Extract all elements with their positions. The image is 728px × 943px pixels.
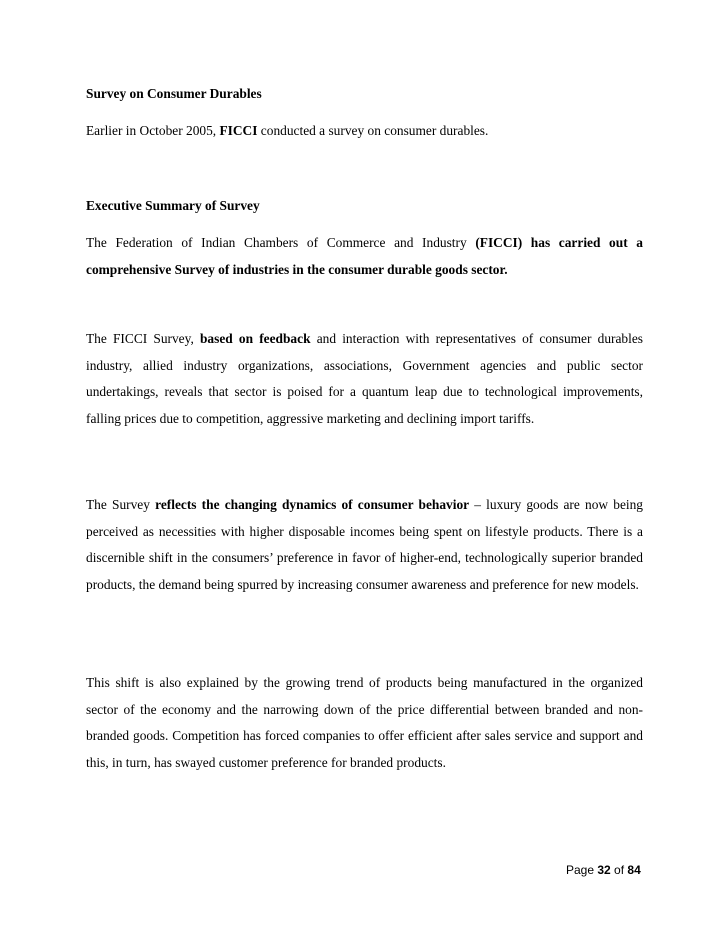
paragraph-ficci-survey: [86, 326, 643, 432]
intro-paragraph: [86, 118, 643, 145]
paragraph-consumer-behavior-bold: reflects the changing dynamics of consumer behavior: [155, 497, 470, 512]
paragraph-shift: This shift is also explained by the growing trend of products being manufactured in the organized sector of the economy and the narrowing down of the price differential between branded and non-branded goods. Competition has forced companies to offer efficient after sales service and support and this, in turn, has swayed customer preference for branded products.: [86, 675, 643, 770]
paragraph-consumer-behavior-rest: – luxury goods are now being perceived as necessities with higher disposable incomes being spent on lifestyle products. There is a discernible shift in the consumers’ preference in favor of higher-end, technologically superior branded products, the demand being spurred by increasing consumer awareness and preference for new models.: [86, 497, 643, 592]
paragraph-ficci-survey-rest: and interaction with representatives of consumer durables industry, allied industry organizations, associations, Government agencies and public sector undertakings, reveals that sector is poised for a quantum leap due to technological improvements, falling prices due to competition, aggressive marketing and declining import tariffs.: [86, 331, 643, 426]
paragraph-federation-text: The Federation of Indian Chambers of Commerce and Industry: [86, 235, 476, 250]
page-label: Page: [566, 863, 598, 877]
paragraph-consumer-behavior: [86, 492, 643, 598]
page-number-footer: [566, 862, 641, 878]
current-page-number: 32: [597, 863, 611, 877]
intro-text: Earlier in October 2005,: [86, 123, 220, 138]
section-heading-survey: Survey on Consumer Durables: [86, 86, 262, 101]
page-of-label: of: [610, 863, 628, 877]
intro-bold-ficci: FICCI: [219, 123, 258, 138]
paragraph-consumer-behavior-text: The Survey: [86, 497, 156, 512]
intro-text-end: conducted a survey on consumer durables.: [257, 123, 489, 138]
paragraph-ficci-survey-bold: based on feedback: [199, 331, 311, 346]
section-heading-executive-summary: Executive Summary of Survey: [86, 198, 260, 213]
paragraph-ficci-survey-text: The FICCI Survey,: [86, 331, 200, 346]
paragraph-federation: [86, 230, 643, 283]
paragraph-federation-bold: (FICCI) has carried out a comprehensive Survey of industries in the consumer durable goods sector.: [86, 235, 643, 277]
total-page-number: 84: [627, 863, 641, 877]
